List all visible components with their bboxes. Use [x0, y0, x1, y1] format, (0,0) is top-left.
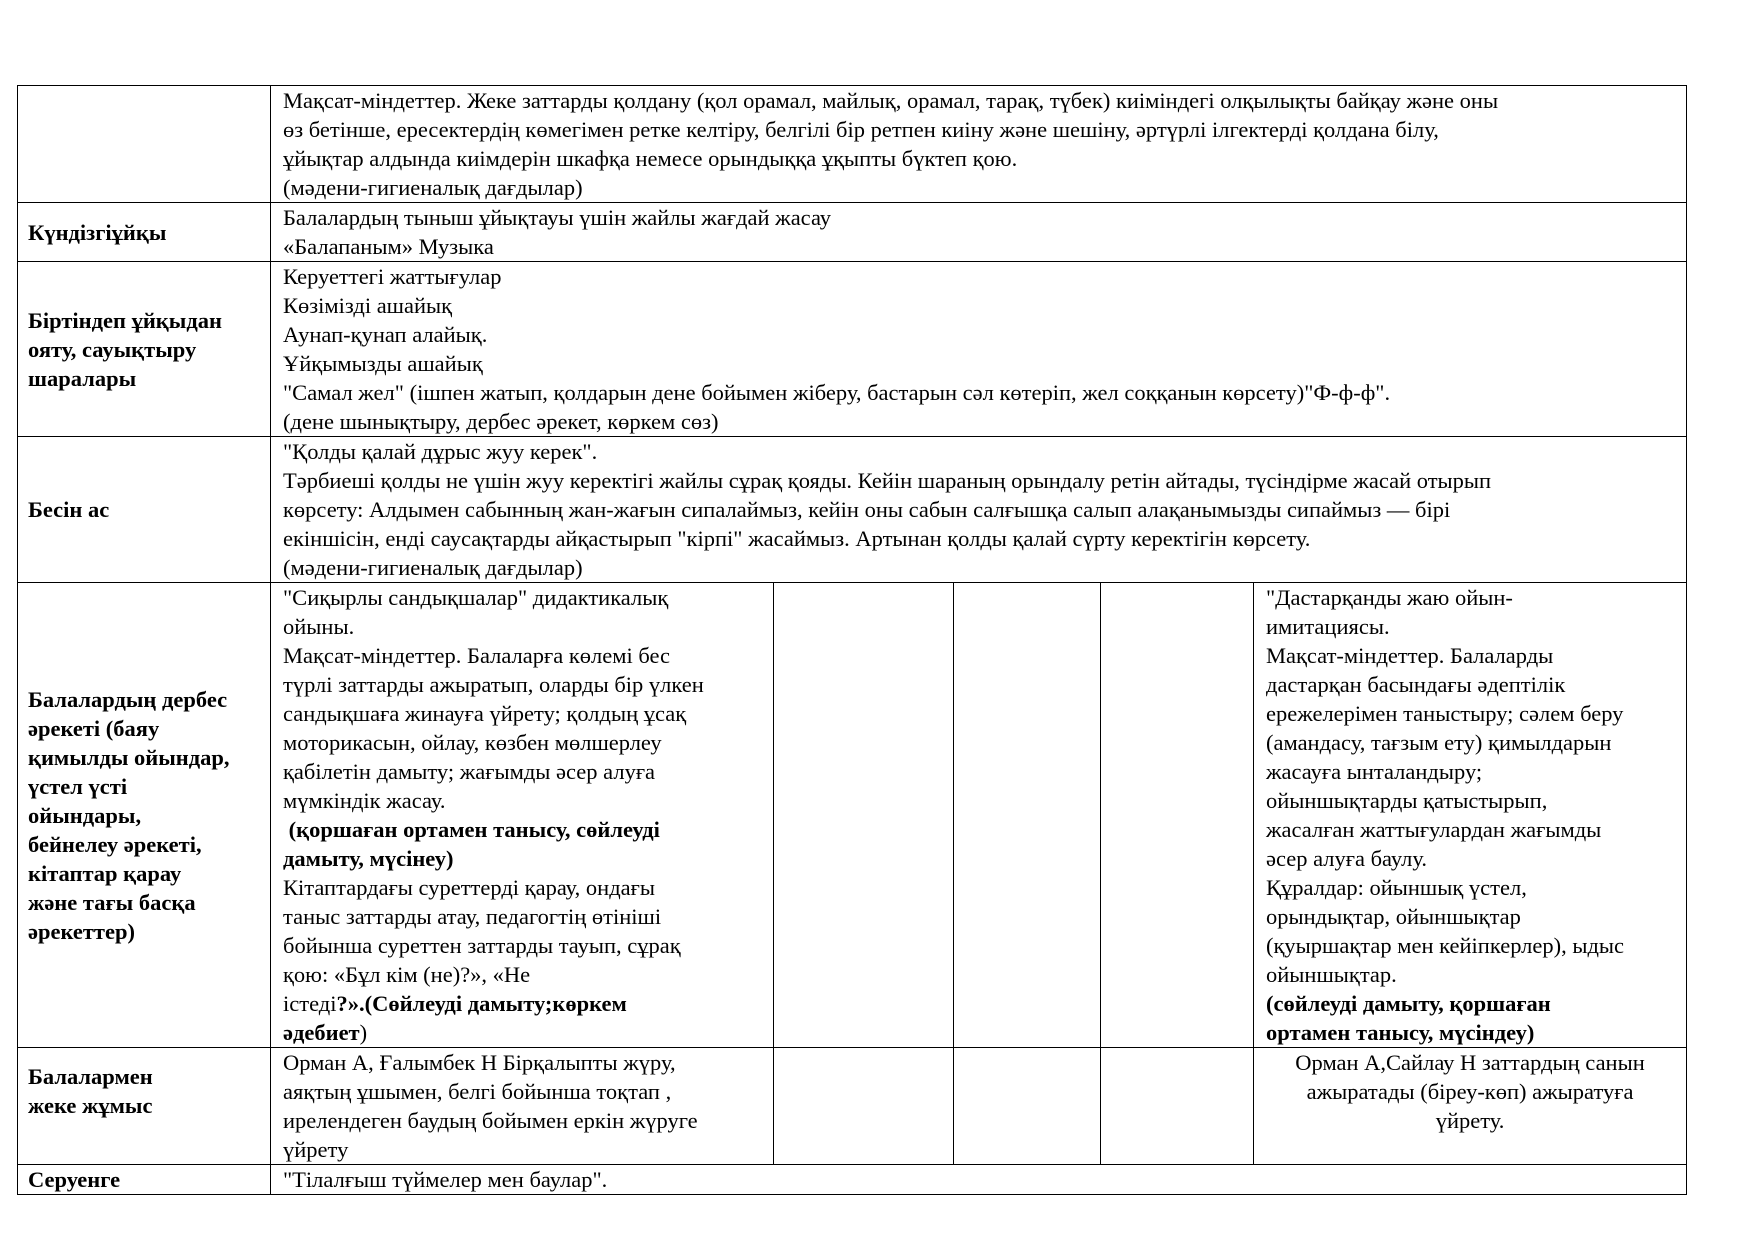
text-line: таныс заттарды атау, педагогтің өтініші: [283, 904, 662, 929]
text-line: Мақсат-міндеттер. Балаларға көлемі бес: [283, 643, 671, 668]
text-line: екіншісін, енді саусақтарды айқастырып "кірпі" жасаймыз. Артынан қолды қалай сүрту керектігін көрсету.: [283, 526, 1311, 551]
label-line: үстел үсті: [28, 773, 128, 799]
table-row: [18, 262, 1687, 437]
daily-plan-table: [17, 85, 1687, 1195]
text-line: түрлі заттарды ажыратып, оларды бір үлкен: [283, 672, 704, 697]
label-line: кітаптар қарау: [28, 860, 182, 886]
row-label-daytime-sleep: Күндізгіұйқы: [18, 203, 271, 262]
text-line: Құралдар: ойыншық үстел,: [1266, 875, 1527, 900]
row-content: [271, 262, 1687, 437]
text-line: сандықшаға жинауға үйрету; қолдың ұсақ: [283, 701, 687, 726]
text-line: Мақсат-міндеттер. Балаларды: [1266, 643, 1554, 668]
text-line: (амандасу, тағзым ету) қимылдарын: [1266, 730, 1612, 755]
wednesday-individual-cell: [954, 1048, 1101, 1165]
text-bold: ?».(Сөйлеуді дамыту;көркем: [336, 991, 627, 1016]
text-line: Балалардың тыныш ұйықтауы үшін жайлы жағдай жасау: [283, 205, 832, 230]
text-line-bold: дамыту, мүсінеу): [283, 846, 454, 871]
text-line: ойыны.: [283, 614, 355, 639]
thursday-individual-cell: [1101, 1048, 1254, 1165]
row-label-walk: Серуенге: [18, 1165, 271, 1195]
row-label-independent-activity: [18, 583, 271, 1048]
text-plain: істеді: [283, 991, 337, 1016]
table-row: [18, 203, 1687, 262]
text-line: ойыншықтар.: [1266, 962, 1397, 987]
text-line: әсер алуға баулу.: [1266, 846, 1428, 871]
text-line: (дене шынықтыру, дербес әрекет, көркем сөз): [283, 409, 719, 434]
label-line: Балалармен: [28, 1064, 153, 1089]
row-label-empty: [18, 86, 271, 203]
text-line: орындықтар, ойыншықтар: [1266, 904, 1521, 929]
text-line: ережелерімен таныстыру; сәлем беру: [1266, 701, 1624, 726]
text-line: «Балапаным» Музыка: [283, 234, 494, 259]
text-line: "Тілалғыш түймелер мен баулар".: [283, 1167, 608, 1192]
row-content: [271, 203, 1687, 262]
row-label-afternoon-meal: Бесін ас: [18, 437, 271, 583]
monday-activity-cell: [271, 583, 774, 1048]
label-line: Балалардың дербес: [28, 686, 228, 712]
label-line: шаралары: [28, 365, 137, 391]
table-row: [18, 1048, 1687, 1165]
label-line: ояту, сауықтыру: [28, 336, 197, 362]
text-line: ирелендеген баудың бойымен еркін жүруге: [283, 1108, 698, 1133]
label-line: ойындары,: [28, 802, 142, 828]
label-line: әрекеті (баяу: [28, 715, 160, 741]
row-content: [271, 1165, 1687, 1195]
text-line: Мақсат-міндеттер. Жеке заттарды қолдану (қол орамал, майлық, орамал, тарақ, түбек) киіміндегі олқылықты байқау және оны: [283, 88, 1499, 113]
text-line: Аунап-қунап алайық.: [283, 322, 488, 347]
row-label-wake-up: [18, 262, 271, 437]
label-line: жеке жұмыс: [28, 1093, 153, 1118]
text-line: "Самал жел" (ішпен жатып, қолдарын дене бойымен жіберу, бастарын сәл көтеріп, жел соққанын көрсету)"Ф-ф-ф".: [283, 380, 1391, 405]
monday-individual-cell: [271, 1048, 774, 1165]
text-line: дастарқан басындағы әдептілік: [1266, 672, 1566, 697]
label-line: Біртіндеп ұйқыдан: [28, 307, 222, 333]
text-line: Керуеттегі жаттығулар: [283, 264, 502, 289]
text-line: моторикасын, ойлау, көзбен мөлшерлеу: [283, 730, 662, 755]
label-line: әрекеттер): [28, 918, 135, 944]
friday-activity-cell: [1254, 583, 1687, 1048]
text-line: "Сиқырлы сандықшалар" дидактикалық: [283, 585, 669, 610]
text-line: қабілетін дамыту; жағымды әсер алуға: [283, 759, 656, 784]
text-line: мүмкіндік жасау.: [283, 788, 446, 813]
text-bold: әдебиет: [283, 1020, 360, 1045]
row-content: [271, 437, 1687, 583]
row-label-individual-work: [18, 1048, 271, 1165]
text-line: Көзімізді ашайық: [283, 293, 453, 318]
text-line: (қуыршақтар мен кейіпкерлер), ыдыс: [1266, 933, 1625, 958]
text-line-mixed: [283, 989, 761, 1018]
text-line-bold: (қоршаған ортамен танысу, сөйлеуді: [283, 817, 660, 842]
table-row: [18, 1165, 1687, 1195]
text-line-bold: (сөйлеуді дамыту, қоршаған: [1266, 991, 1551, 1016]
text-line: өз бетінше, ересектердің көмегімен ретке келтіру, белгілі бір ретпен киіну және шешіну, әртүрлі ілгектерді қолдана білу,: [283, 117, 1439, 142]
document-page: [17, 85, 1686, 1195]
text-line: "Қолды қалай дұрыс жуу керек".: [283, 439, 598, 464]
tuesday-individual-cell: [774, 1048, 954, 1165]
text-line: ойыншықтарды қатыстырып,: [1266, 788, 1548, 813]
text-line: көрсету: Алдымен сабынның жан-жағын сипалаймыз, кейін оны сабын салғышқа салып алақанымызды сипаймыз — бірі: [283, 497, 1451, 522]
text-line: қою: «Бұл кім (не)?», «Не: [283, 962, 531, 987]
table-row: [18, 583, 1687, 1048]
text-line: аяқтың ұшымен, белгі бойынша тоқтап ,: [283, 1079, 672, 1104]
text-line: имитациясы.: [1266, 614, 1390, 639]
text-line: (мәдени-гигиеналық дағдылар): [283, 175, 583, 200]
label-line: және тағы басқа: [28, 889, 196, 915]
row-content: [271, 86, 1687, 203]
tuesday-activity-cell: [774, 583, 954, 1048]
text-plain: ): [359, 1020, 368, 1045]
label-line: бейнелеу әрекеті,: [28, 831, 202, 857]
text-line: бойынша суреттен заттарды тауып, сұрақ: [283, 933, 681, 958]
text-line: Кітаптардағы суреттерді қарау, ондағы: [283, 875, 655, 900]
text-line-mixed: [283, 1018, 761, 1047]
thursday-activity-cell: [1101, 583, 1254, 1048]
friday-individual-cell: [1254, 1048, 1687, 1165]
text-line: жасауға ынталандыру;: [1266, 759, 1483, 784]
text-line: Орман А,Сайлау Н заттардың санын: [1295, 1050, 1645, 1075]
text-line-bold: ортамен танысу, мүсіндеу): [1266, 1020, 1535, 1045]
text-line: үйрету.: [1435, 1108, 1505, 1133]
text-line: Ұйқымызды ашайық: [283, 351, 483, 376]
text-line: (мәдени-гигиеналық дағдылар): [283, 555, 583, 580]
wednesday-activity-cell: [954, 583, 1101, 1048]
text-line: үйрету: [283, 1137, 349, 1162]
table-row: [18, 86, 1687, 203]
label-line: қимылды ойындар,: [28, 744, 230, 770]
text-line: Тәрбиеші қолды не үшін жуу керектігі жайлы сұрақ қояды. Кейін шараның орындалу ретін айтады, түсіндірме жасай отырып: [283, 468, 1492, 493]
text-line: "Дастарқанды жаю ойын-: [1266, 585, 1513, 610]
text-line: Орман А, Ғалымбек Н Бірқалыпты жүру,: [283, 1050, 676, 1075]
text-line: ұйықтар алдында киімдерін шкафқа немесе орындыққа ұқыпты бүктеп қою.: [283, 146, 1018, 171]
table-row: [18, 437, 1687, 583]
text-line: ажыратады (біреу-көп) ажыратуға: [1306, 1079, 1634, 1104]
text-line: жасалған жаттығулардан жағымды: [1266, 817, 1602, 842]
